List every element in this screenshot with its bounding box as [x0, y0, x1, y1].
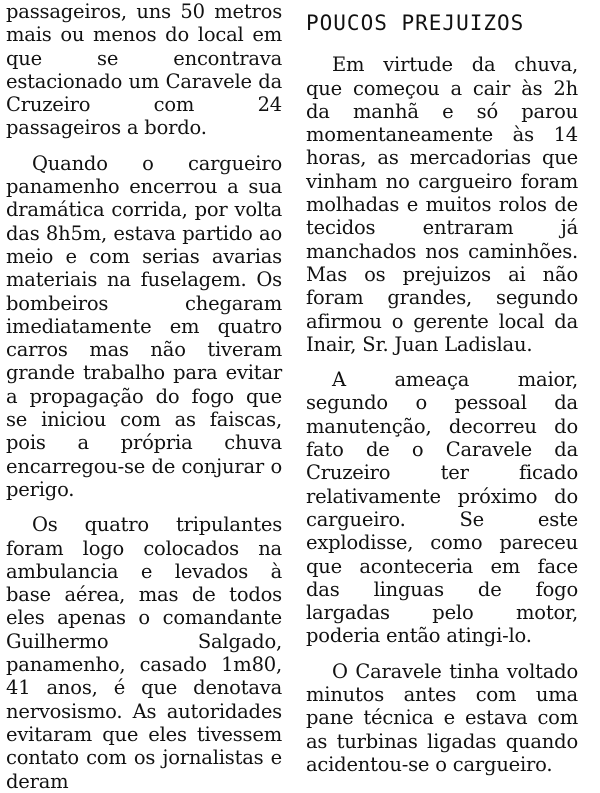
article-paragraph: Os quatro tripulantes foram logo colocados na ambulancia e levados à base aérea, mas de todos eles apenas o comandante Guilhermo Salgado, panamenho, casado 1m80, 41 anos, é que denotava nervosismo. As autoridades evitaram que eles tivessem contato com os jornalistas e deram — [6, 513, 282, 793]
article-paragraph: Em virtude da chuva, que começou a cair às 2h da manhã e só parou momentaneamente às 14 horas, as mercadorias que vinham no cargueiro foram molhadas e muitos rolos de tecidos entraram já manchados nos caminhões. Mas os prejuizos ai não foram grandes, segundo afirmou o gerente local da Inair, Sr. Juan Ladislau. — [306, 53, 578, 356]
article-paragraph: Quando o cargueiro panamenho encerrou a sua dramática corrida, por volta das 8h5m, estava partido ao meio e com serias avarias materiais na fuselagem. Os bombeiros chegaram imediatamente em quatro carros mas não tiveram grande trabalho para evitar a propagação do fogo que se iniciou com as faiscas, pois a própria chuva encarregou-se de conjurar o perigo. — [6, 151, 282, 501]
right-column — [292, 0, 578, 776]
section-headline: POUCOS PREJUIZOS — [306, 11, 525, 35]
left-column — [6, 0, 292, 793]
article-paragraph: A ameaça maior, segundo o pessoal da manutenção, decorreu do fato de o Caravele da Cruzeiro ter ficado relativamente próximo do cargueiro. Se este explodisse, como pareceu que aconteceria em face das linguas de fogo largadas pelo motor, poderia então atingi-lo. — [306, 368, 578, 648]
article-paragraph: O Caravele tinha voltado minutos antes com uma pane técnica e estava com as turbinas ligadas quando acidentou-se o cargueiro. — [306, 659, 578, 776]
article-paragraph: passageiros, uns 50 metros mais ou menos do local em que se encontrava estacionado um Caravele da Cruzeiro com 24 passageiros a bordo. — [6, 0, 282, 140]
